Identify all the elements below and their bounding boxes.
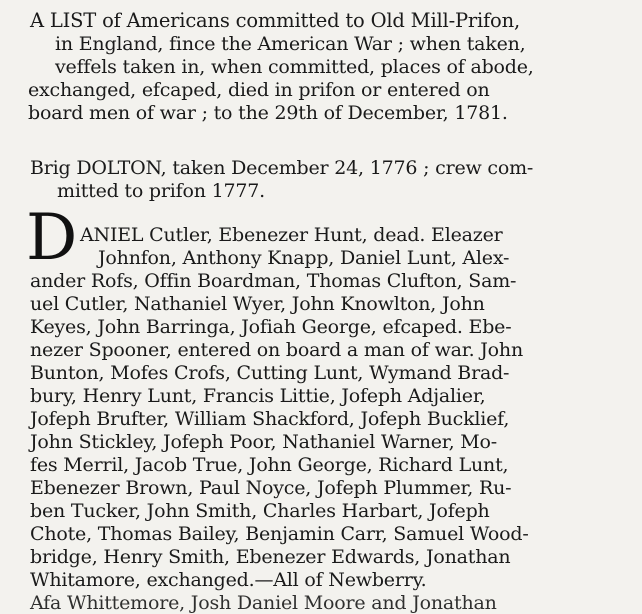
brig-header-line-2: mitted to prifon 1777. [57, 180, 265, 202]
list-heading-line-2: in England, fince the American War ; when taken, [55, 33, 526, 55]
body-line: ander Rofs, Offin Boardman, Thomas Clufton, Sam- [30, 270, 517, 292]
body-line: ANIEL Cutler, Ebenezer Hunt, dead. Eleazer [80, 224, 503, 246]
body-line: Keyes, John Barringa, Jofiah George, efcaped. Ebe- [30, 316, 512, 338]
brig-header-line-1: Brig DOLTON, taken December 24, 1776 ; crew com- [30, 157, 534, 179]
drop-cap: D [26, 201, 78, 275]
body-line: Ebenezer Brown, Paul Noyce, Jofeph Plummer, Ru- [30, 477, 512, 499]
body-line: Chote, Thomas Bailey, Benjamin Carr, Samuel Wood- [30, 523, 529, 545]
body-line: fes Merril, Jacob True, John George, Richard Lunt, [30, 454, 509, 476]
body-line: John Stickley, Jofeph Poor, Nathaniel Warner, Mo- [30, 431, 497, 453]
body-line: nezer Spooner, entered on board a man of war. John [30, 339, 523, 361]
body-line: Bunton, Mofes Crofs, Cutting Lunt, Wymand Brad- [30, 362, 510, 384]
body-line-cutoff: Afa Whittemore, Josh Daniel Moore and Jonathan [30, 592, 497, 614]
list-heading-line-1: A LIST of Americans committed to Old Mill-Prifon, [30, 9, 520, 32]
body-line: Jofeph Brufter, William Shackford, Jofeph Bucklief, [30, 408, 510, 430]
body-line: uel Cutler, Nathaniel Wyer, John Knowlton, John [30, 293, 485, 315]
list-heading-line-3: veffels taken in, when committed, places of abode, [55, 56, 534, 78]
body-line: bridge, Henry Smith, Ebenezer Edwards, Jonathan [30, 546, 511, 568]
body-line: Johnfon, Anthony Knapp, Daniel Lunt, Alex- [98, 247, 510, 269]
body-line: Whitamore, exchanged.—All of Newberry. [30, 569, 427, 591]
list-heading-line-5: board men of war ; to the 29th of December, 1781. [28, 102, 508, 124]
body-line: bury, Henry Lunt, Francis Littie, Jofeph Adjalier, [30, 385, 486, 407]
body-line: ben Tucker, John Smith, Charles Harbart, Jofeph [30, 500, 490, 522]
list-heading-line-4: exchanged, efcaped, died in prifon or entered on [28, 79, 490, 101]
